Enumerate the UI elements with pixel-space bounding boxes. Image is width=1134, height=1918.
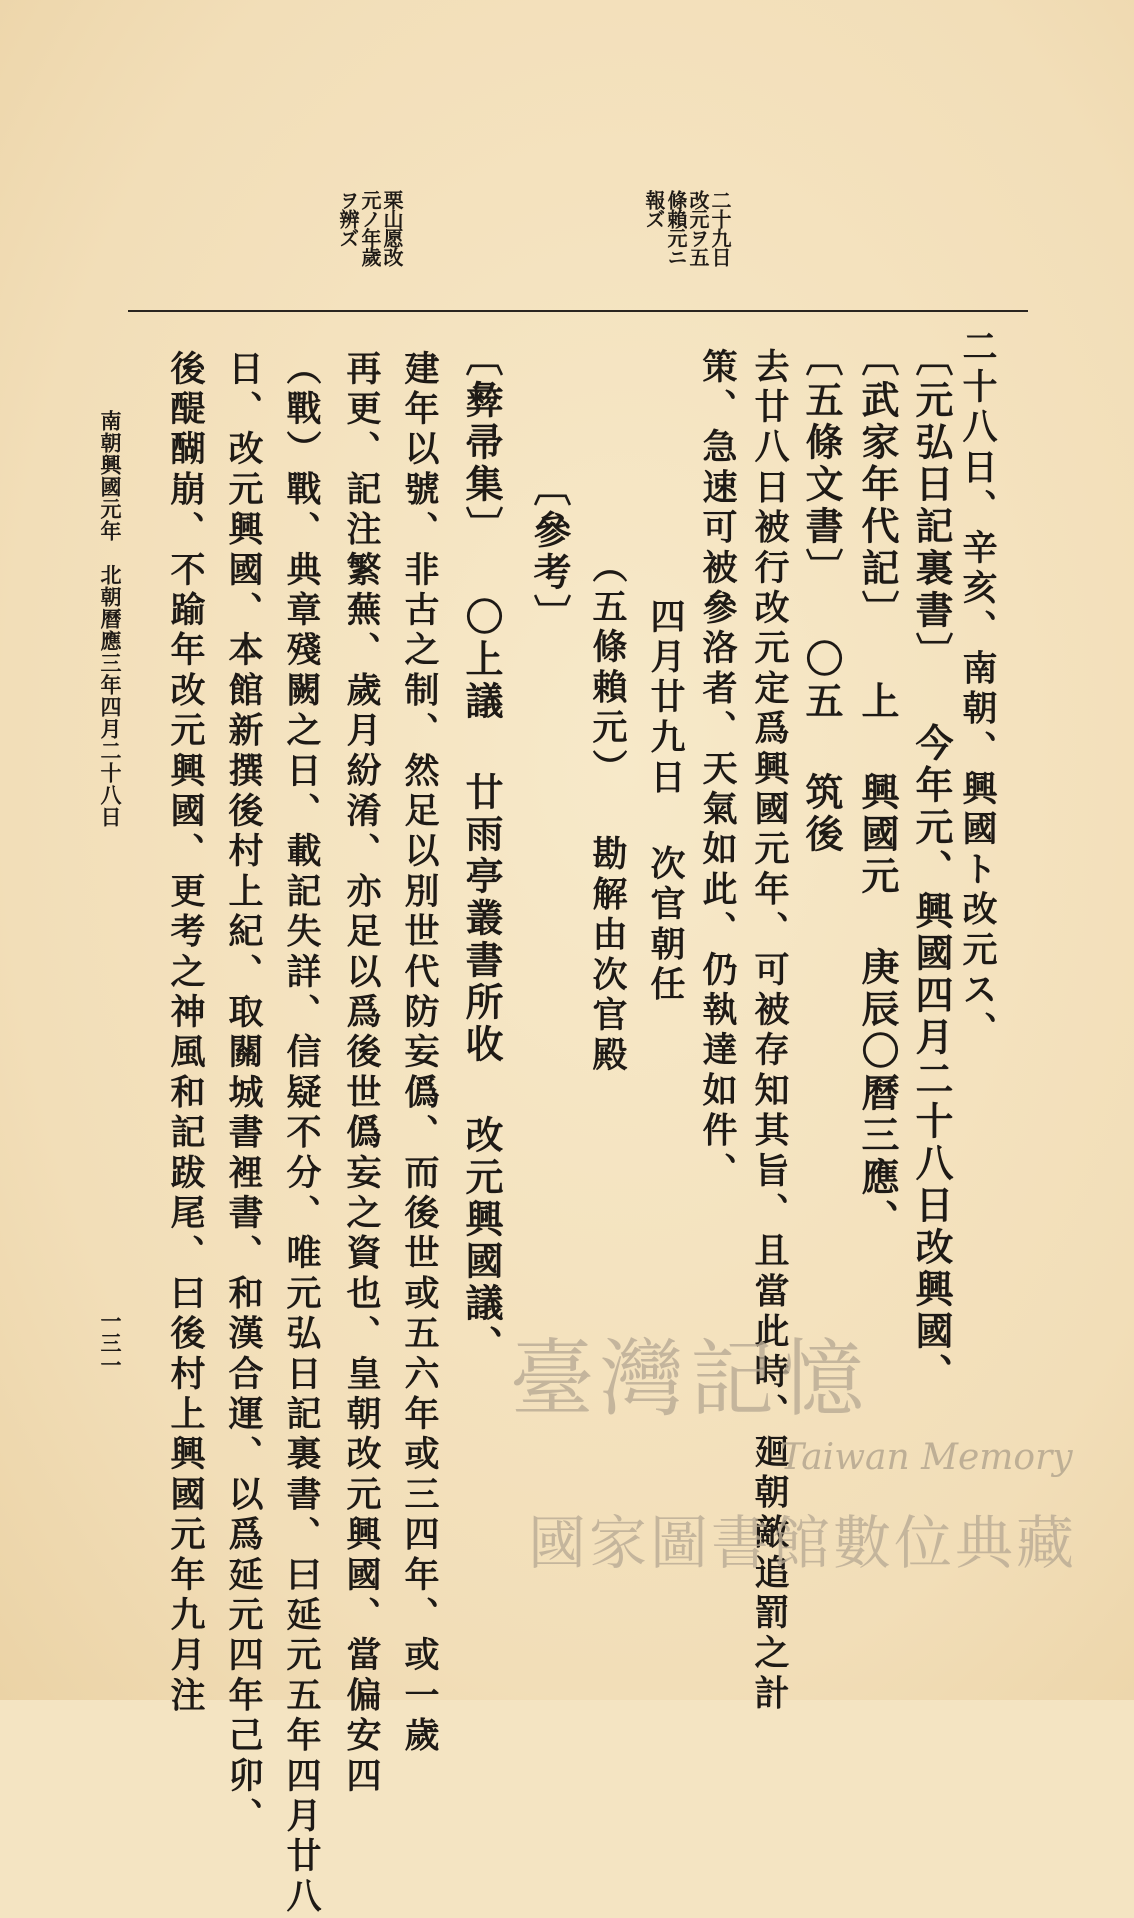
text-line: 四月廿九日 次官朝任 — [645, 598, 686, 1006]
side-note-line: 改元ヲ五 — [686, 190, 710, 266]
side-note-line: ヲ辨ズ — [336, 190, 360, 247]
watermark-title: 臺灣記憶 — [510, 1330, 871, 1428]
text-line: 二十八日、辛亥、南朝、興國ト改元ス、 — [957, 328, 998, 1052]
side-note-line: 二十九日 — [708, 190, 732, 266]
text-line: 〔彜帚集〕 〇上議 廿雨亭叢書所收 改元興國議、 — [459, 338, 504, 1367]
side-note-line: 栗山愿改 — [380, 190, 404, 266]
side-note-line: 報ズ — [642, 190, 666, 228]
text-line: 日、改元興國、本館新撰後村上紀、取關城書裡書、和漢合運、以爲延元四年己卯、 — [223, 350, 264, 1838]
side-note-line: 條賴元ニ — [664, 190, 688, 266]
text-line: 〔五條文書〕 〇五 筑後 — [799, 338, 844, 856]
text-line: 去廿八日被行改元定爲興國元年、可被存知其旨、且當此時、廻朝敵追罰之計 — [749, 348, 790, 1715]
side-note-line: 元ノ年歲 — [358, 190, 382, 266]
text-line: （戰）戰、典章殘闕之日、載記失詳、信疑不分、唯元弘日記裏書、曰延元五年四月廿八 — [281, 350, 322, 1918]
text-line: 再更、記注繁蕪、歲月紛淆、亦足以爲後世僞妄之資也、皇朝改元興國、當偏安四 — [341, 350, 382, 1798]
text-line: 策、急速可被參洛者、天氣如此、仍執達如件、 — [697, 348, 738, 1193]
watermark-subtitle: Taiwan Memory — [780, 1437, 1073, 1478]
text-line: （五條賴元） 勘解由次官殿 — [587, 548, 628, 1077]
section-heading: 〔參考〕 — [527, 468, 572, 636]
watermark-organization: 國家圖書館數位典藏 — [528, 1509, 1078, 1577]
page-number: 一三一 — [98, 1310, 123, 1376]
era-footer: 南朝興國元年 北朝曆應三年四月二十八日 — [98, 410, 123, 828]
text-line: 建年以號、非古之制、然足以別世代防妄僞、而後世或五六年或三四年、或一歲 — [399, 350, 440, 1757]
text-line: 〔元弘日記裏書〕 今年元、興國四月二十八日改興國、 — [909, 338, 954, 1395]
text-line: 後醍醐崩、不踰年改元興國、更考之神風和記跋尾、曰後村上興國元年九月注 — [165, 350, 206, 1717]
margin-divider — [128, 310, 1028, 312]
text-line: 〔武家年代記〕 上 興國元 庚辰〇曆三應、 — [855, 338, 900, 1241]
